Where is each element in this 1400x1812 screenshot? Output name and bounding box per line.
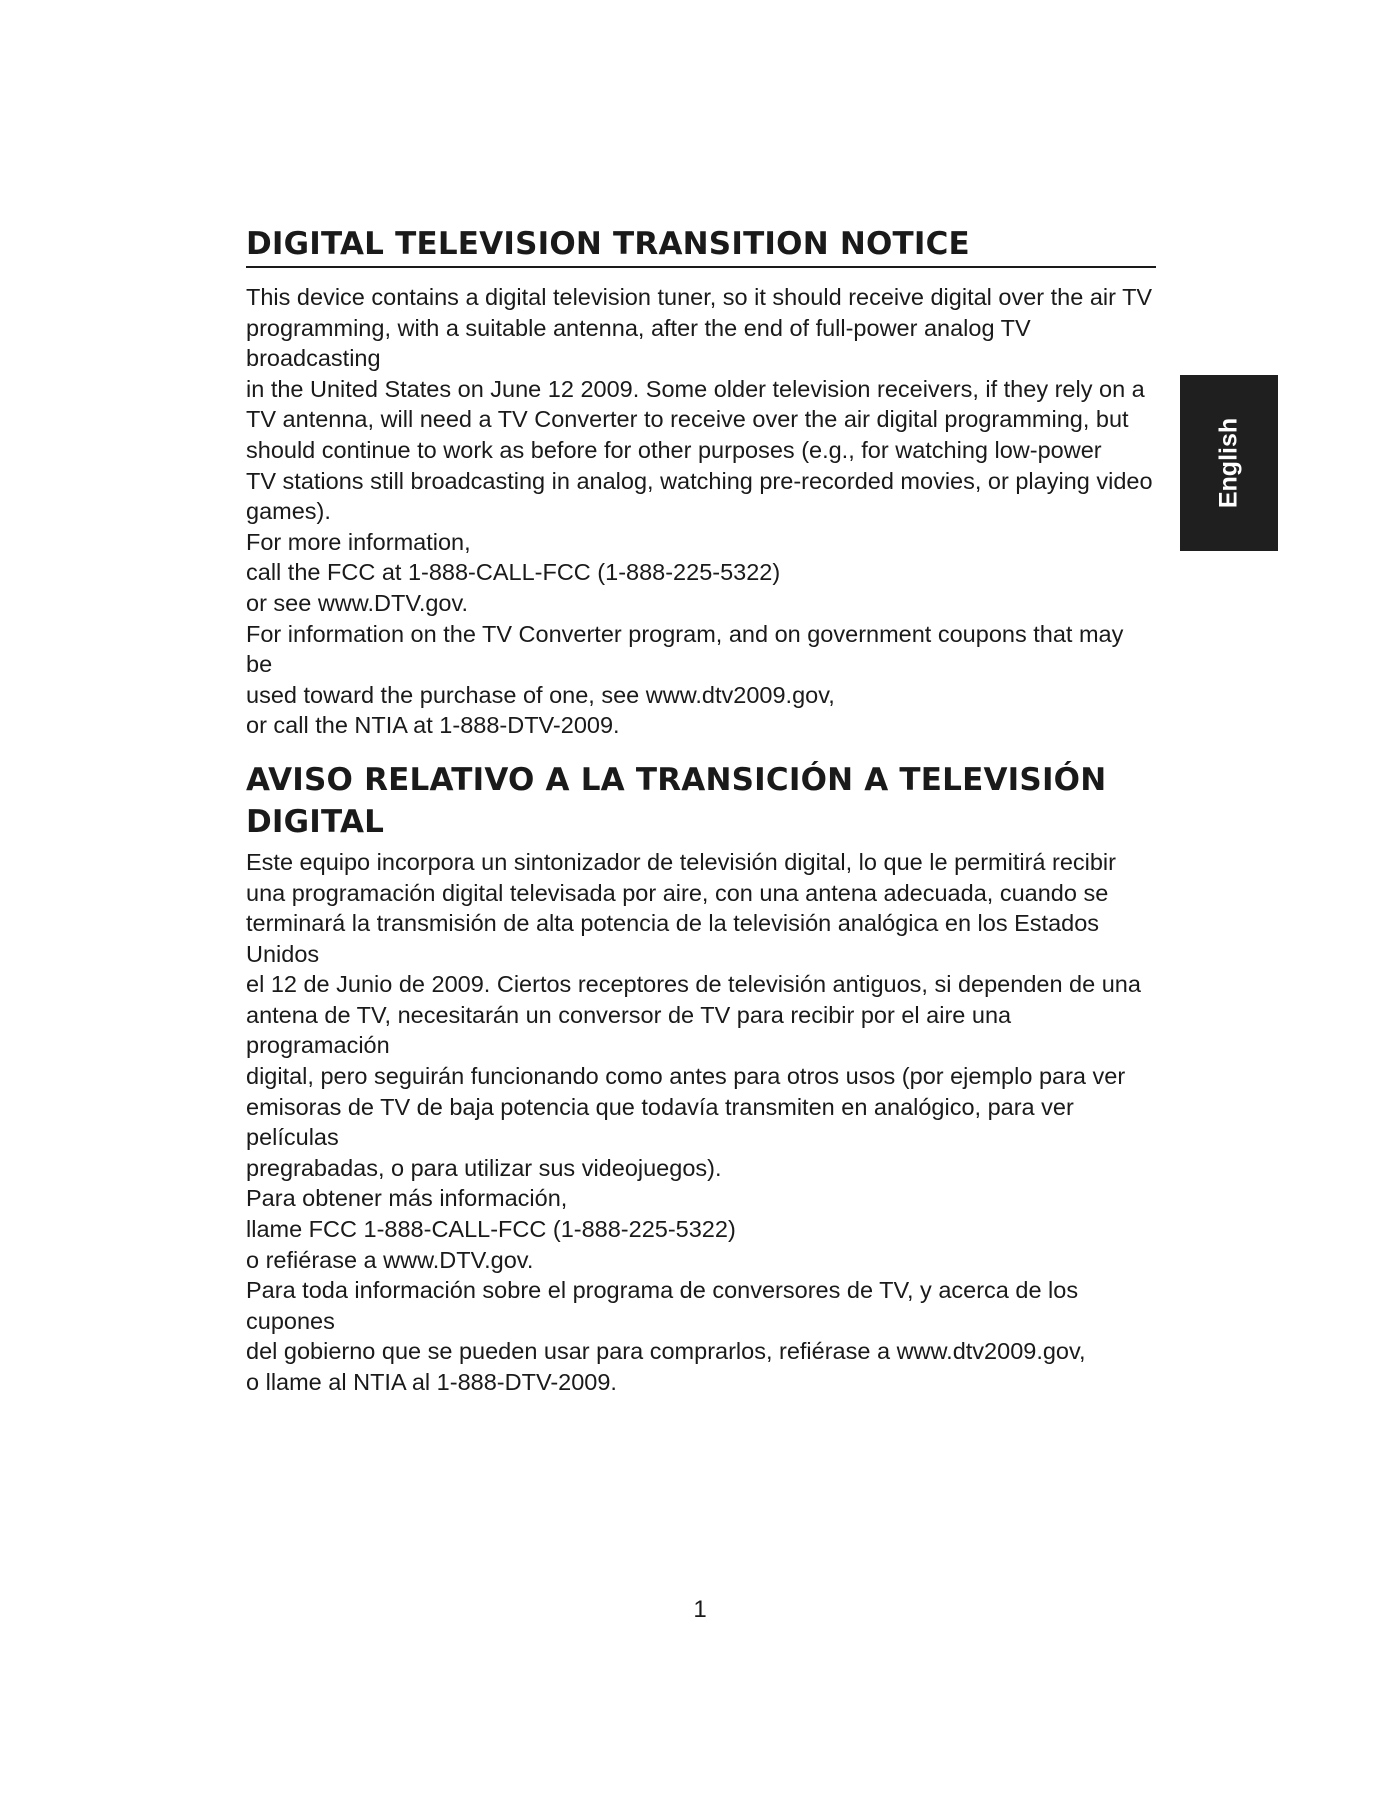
spanish-line: el 12 de Junio de 2009. Ciertos receptores de televisión antiguos, si dependen de una [246, 971, 1141, 998]
document-body [246, 224, 1156, 1398]
english-line: programming, with a suitable antenna, after the end of full-power analog TV broadcasting [246, 314, 1031, 372]
english-line: in the United States on June 12 2009. Some older television receivers, if they rely on a [246, 375, 1145, 402]
spanish-line: digital, pero seguirán funcionando como antes para otros usos (por ejemplo para ver [246, 1063, 1126, 1090]
english-line: games). [246, 498, 331, 525]
english-section-title: DIGITAL TELEVISION TRANSITION NOTICE [246, 224, 1156, 268]
spanish-line: o llame al NTIA al 1-888-DTV-2009. [246, 1369, 617, 1395]
spanish-line: del gobierno que se pueden usar para comprarlos, refiérase a www.dtv2009.gov, [246, 1338, 1086, 1365]
english-line: used toward the purchase of one, see www.dtv2009.gov, [246, 681, 835, 708]
english-line: or call the NTIA at 1-888-DTV-2009. [246, 712, 620, 739]
spanish-line: terminará la transmisión de alta potencia de la televisión analógica en los Estados Unidos [246, 910, 1100, 967]
spanish-line: Este equipo incorpora un sintonizador de televisión digital, lo que le permitirá recibir [246, 848, 1116, 875]
spanish-line: Para toda información sobre el programa de conversores de TV, y acerca de los cupones [246, 1277, 1079, 1334]
spanish-section-title [246, 759, 1156, 843]
english-line: TV stations still broadcasting in analog, watching pre-recorded movies, or playing video [246, 467, 1153, 494]
spanish-line: una programación digital televisada por aire, con una antena adecuada, cuando se [246, 879, 1109, 906]
english-line: For more information, [246, 528, 471, 555]
english-line: should continue to work as before for other purposes (e.g., for watching low-power [246, 436, 1102, 463]
spanish-line: pregrabadas, o para utilizar sus videojuegos). [246, 1154, 722, 1181]
spanish-title-line: AVISO RELATIVO A LA TRANSICIÓN A TELEVISIÓN [246, 761, 1107, 798]
spanish-line: Para obtener más información, [246, 1185, 568, 1212]
english-section-text [246, 282, 1156, 741]
english-line: TV antenna, will need a TV Converter to receive over the air digital programming, but [246, 406, 1129, 433]
spanish-title-line: DIGITAL [246, 803, 385, 840]
language-tab-label: English [1214, 417, 1243, 509]
english-line: For information on the TV Converter program, and on government coupons that may be [246, 620, 1124, 678]
spanish-line: antena de TV, necesitarán un conversor de TV para recibir por el aire una programación [246, 1001, 1012, 1059]
language-side-tab [1180, 375, 1278, 551]
spanish-line: o refiérase a www.DTV.gov. [246, 1246, 534, 1273]
spanish-section-text [246, 847, 1156, 1398]
english-line: This device contains a digital television tuner, so it should receive digital over the air TV [246, 284, 1153, 310]
english-line: or see www.DTV.gov. [246, 589, 469, 616]
spanish-line: llame FCC 1-888-CALL-FCC (1-888-225-5322) [246, 1216, 736, 1243]
spanish-line: emisoras de TV de baja potencia que todavía transmiten en analógico, para ver películas [246, 1093, 1074, 1151]
english-line: call the FCC at 1-888-CALL-FCC (1-888-225-5322) [246, 559, 781, 586]
page-number: 1 [693, 1596, 707, 1623]
